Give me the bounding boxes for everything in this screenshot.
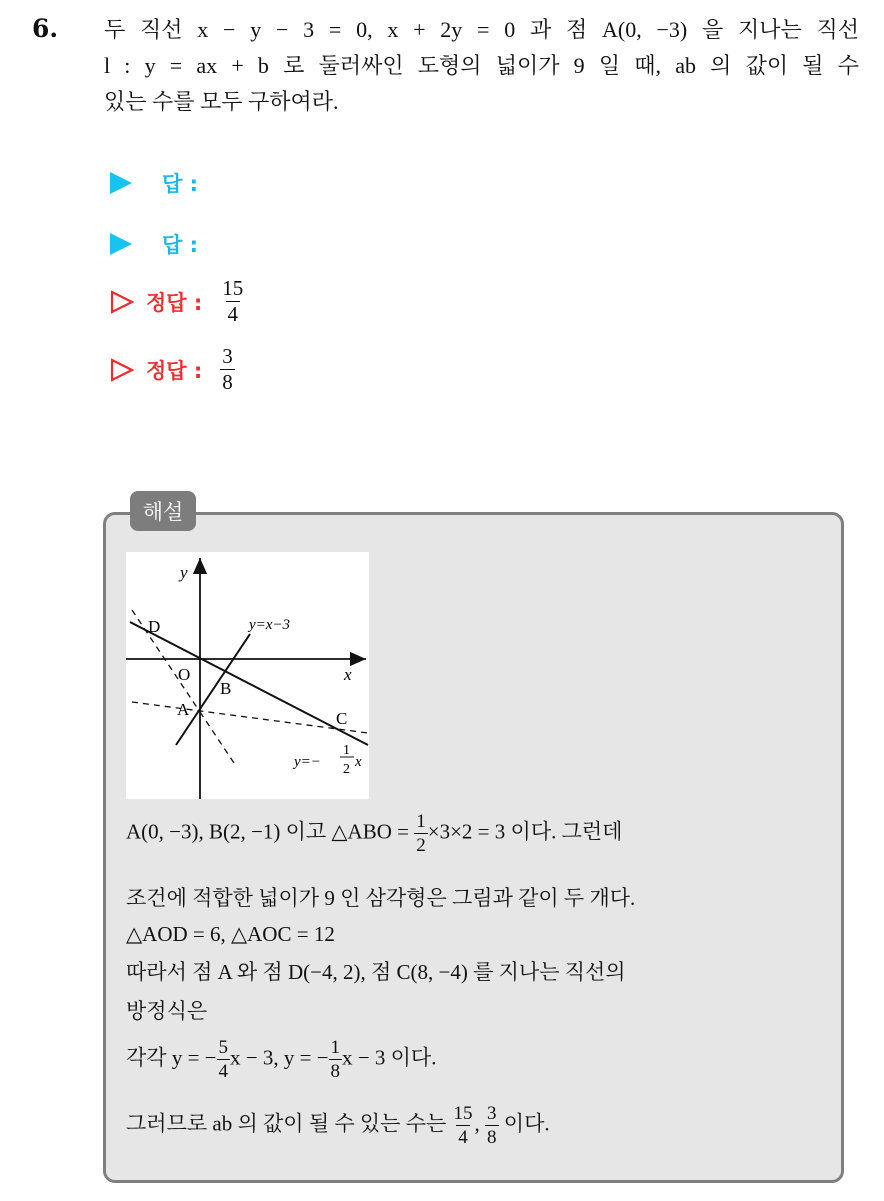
coordinate-graph — [126, 552, 369, 799]
dashed-line-ad — [132, 610, 200, 712]
point-a-label: A — [177, 700, 190, 719]
fraction-fifteen-quarters: $\frac{15}{4}$ — [453, 1103, 473, 1148]
answer-label: 답 : — [162, 172, 198, 196]
point-c-label: C — [336, 709, 348, 728]
correct-answer-row-2 — [110, 346, 235, 393]
fraction-one-half: $\frac{1}{2}$ — [416, 811, 426, 856]
explanation-line-3: △AOD = 6, △AOC = 12 — [126, 922, 335, 946]
line2-frac-den: 2 — [343, 762, 350, 777]
line2-label-prefix: y=− — [294, 754, 321, 770]
x-axis-label: x — [344, 665, 352, 684]
correct-answer-row-1 — [110, 278, 245, 325]
play-triangle-icon — [110, 233, 132, 255]
fraction-three-eighths: $\frac{3}{8}$ — [487, 1103, 497, 1148]
question-line-2: l : y = ax + b 로 둘러싸인 도형의 넓이가 9 일 때, ab 의 값이 될 수 — [104, 53, 859, 78]
explanation-tab: 해설 — [130, 491, 196, 531]
explanation-line-1: A(0, −3), B(2, −1) 이고 △ABO = $\frac{1}{2}$ ×3×2 = 3 이다. 그런데 — [126, 811, 623, 856]
explanation-line-7: 그러므로 ab 의 값이 될 수 있는 수는 $\frac{15}{4}$ , $\frac{3}{8}$ 이다. — [126, 1103, 550, 1148]
correct-answer-fraction: $\frac{15}{4}$ — [222, 276, 244, 326]
outline-triangle-icon — [110, 358, 134, 382]
play-triangle-icon — [110, 172, 132, 194]
dashed-line-ad-ext — [200, 712, 236, 766]
correct-answer-label: 정답 : — [146, 358, 203, 383]
y-axis-label: y — [180, 563, 188, 582]
line-y-minus-half-x — [130, 622, 368, 745]
question-text — [104, 12, 859, 120]
dashed-line-ac — [132, 702, 368, 733]
answer-label: 답 : — [162, 233, 198, 257]
outline-triangle-icon — [110, 290, 134, 314]
line1-label: y=x−3 — [249, 617, 291, 633]
line2-var: x — [355, 754, 362, 770]
fraction-five-quarters: $\frac{5}{4}$ — [218, 1037, 229, 1082]
explanation-line-4: 따라서 점 A 와 점 D(−4, 2), 점 C(8, −4) 를 지나는 직선의 — [126, 960, 626, 984]
explanation-line-6: 각각 y = − $\frac{5}{4}$ x − 3, y = − $\frac{1}{8}$ x − 3 이다. — [126, 1037, 437, 1082]
point-d-label: D — [148, 617, 161, 636]
question-line-3: 있는 수를 모두 구하여라. — [104, 89, 339, 114]
question-number: 6. — [32, 14, 59, 43]
answer-row-2 — [110, 229, 198, 259]
explanation-line-5: 방정식은 — [126, 999, 208, 1023]
line2-frac-num: 1 — [343, 743, 350, 758]
correct-answer-label: 정답 : — [146, 290, 203, 315]
correct-answer-fraction: $\frac{3}{8}$ — [222, 344, 233, 394]
point-b-label: B — [220, 679, 232, 698]
answer-row-1 — [110, 168, 198, 198]
explanation-line-2: 조건에 적합한 넓이가 9 인 삼각형은 그림과 같이 두 개다. — [126, 886, 636, 910]
question-line-1: 두 직선 x − y − 3 = 0, x + 2y = 0 과 점 A(0, −3) 을 지나는 직선 — [104, 17, 859, 42]
fraction-one-eighth: $\frac{1}{8}$ — [330, 1037, 341, 1082]
origin-label: O — [178, 665, 191, 684]
